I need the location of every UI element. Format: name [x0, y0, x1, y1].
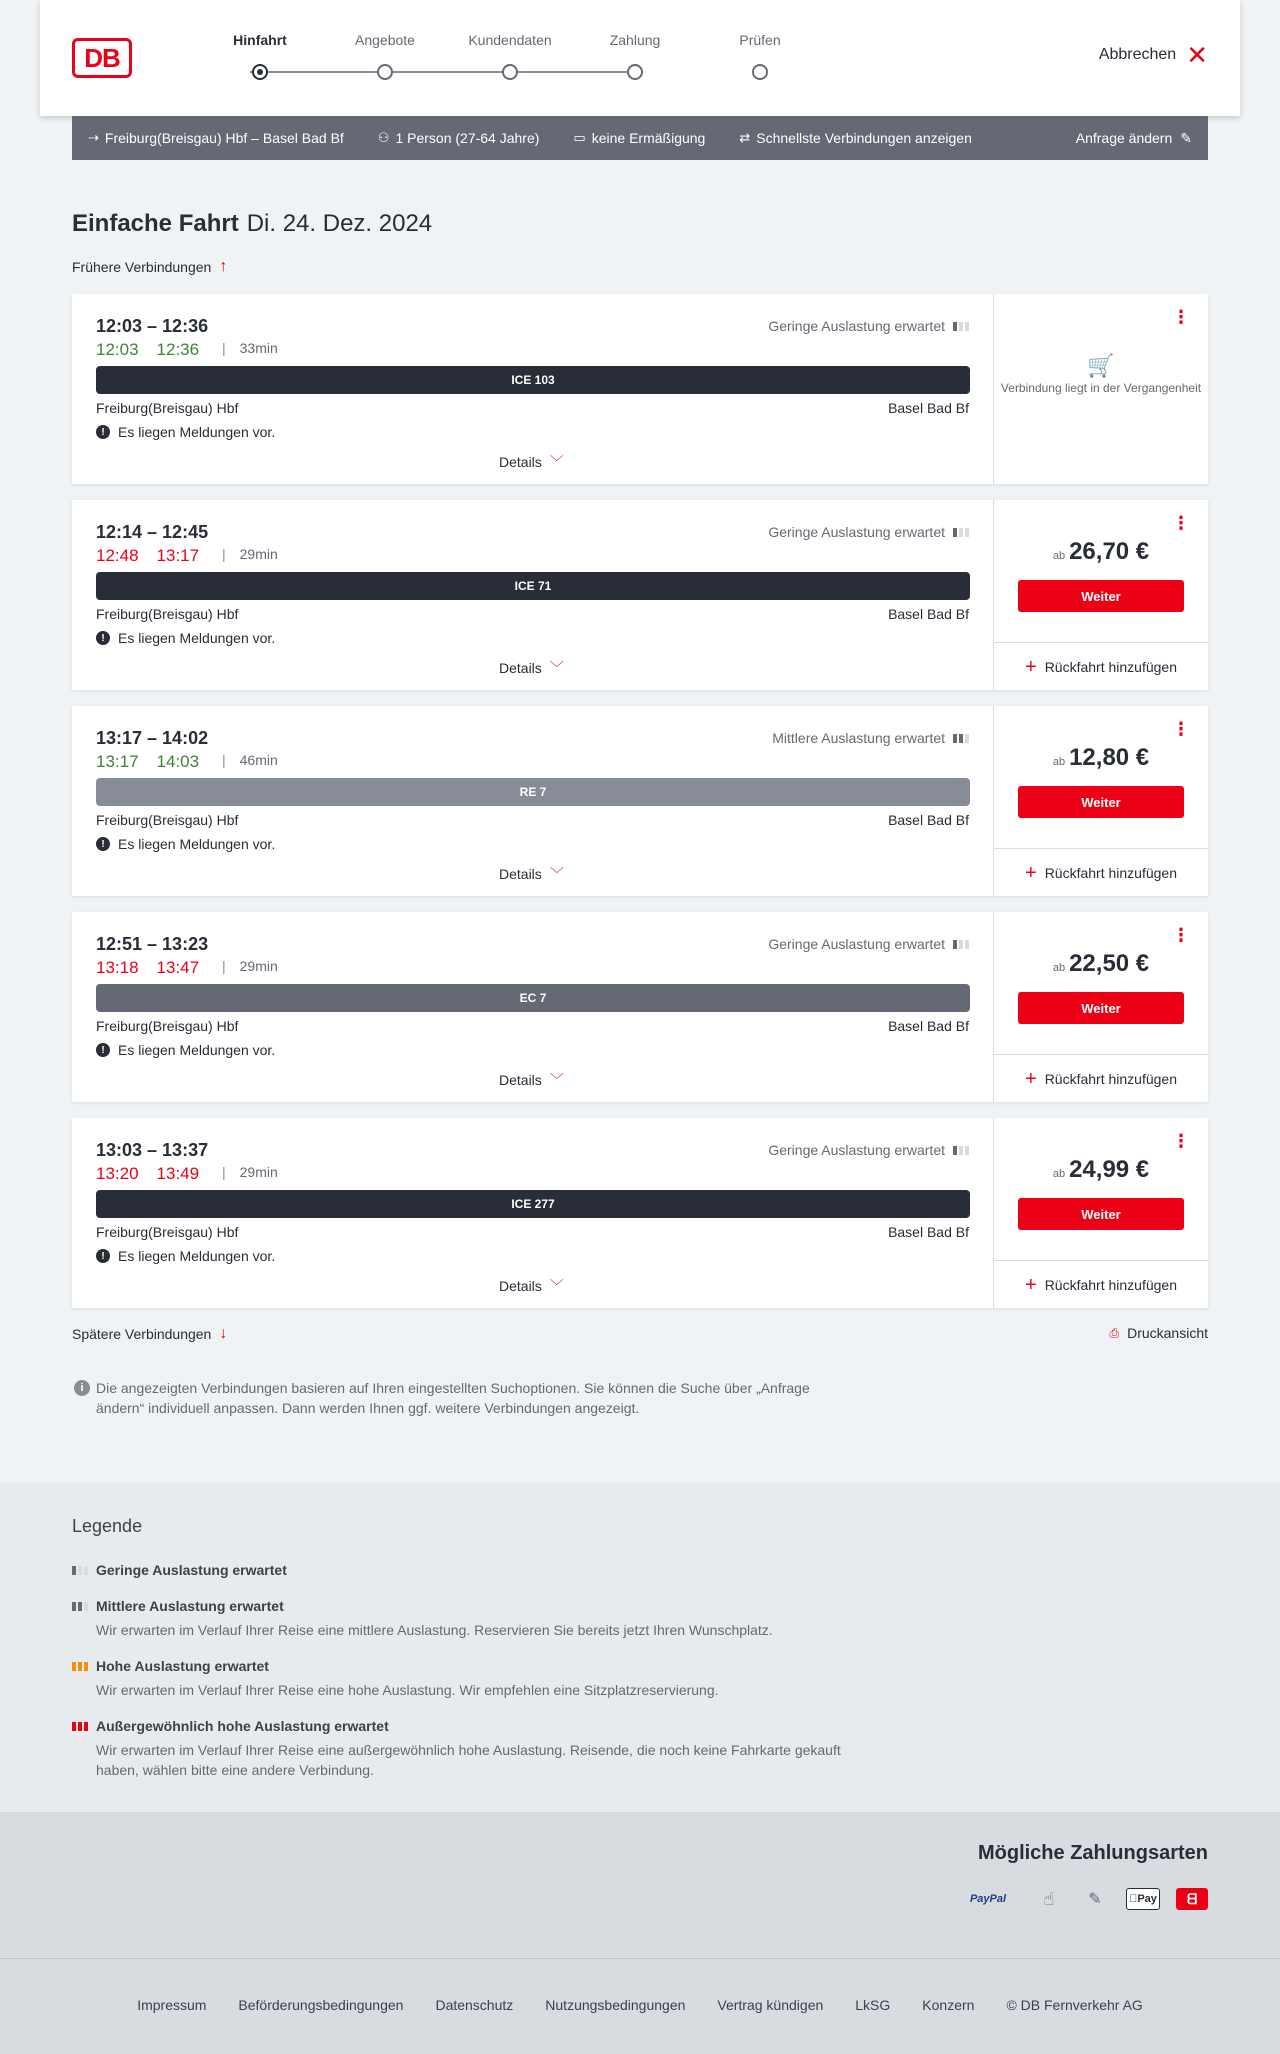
legend-section [0, 1482, 1280, 1812]
footer-link-vertrag-kuendigen[interactable]: Vertrag kündigen [717, 1997, 824, 2013]
occupancy-info [772, 730, 969, 746]
occupancy-icon [953, 322, 969, 331]
step-label: Prüfen [739, 32, 781, 48]
add-return-button[interactable] [994, 642, 1208, 690]
step-hinfahrt [210, 32, 310, 48]
price-prefix: ab [1052, 550, 1066, 562]
offer-panel [994, 294, 1208, 484]
details-label: Details [499, 660, 542, 676]
details-toggle[interactable] [499, 864, 564, 884]
step-angebote [335, 32, 435, 48]
later-connections-link[interactable] [72, 1325, 227, 1343]
legend-item-title: Mittlere Auslastung erwartet [96, 1598, 284, 1614]
footer-copyright: © DB Fernverkehr AG [1006, 1997, 1143, 2013]
db-card-icon: ᗺ [1176, 1888, 1208, 1910]
connection-card [72, 500, 1208, 690]
occupancy-text: Geringe Auslastung erwartet [768, 1142, 945, 1158]
destination-station: Basel Bad Bf [888, 812, 969, 828]
connection-card [72, 294, 1208, 484]
footer-link-datenschutz[interactable]: Datenschutz [435, 1997, 514, 2013]
connection-info [72, 706, 994, 896]
offer-panel [994, 1118, 1208, 1308]
legend-title: Legende [72, 1516, 143, 1536]
realtime-arrival: 13:49 [156, 1164, 200, 1183]
legend-item-desc: Wir erwarten im Verlauf Ihrer Reise eine mittlere Auslastung. Reservieren Sie bereits jetzt Ihren Wunschplatz. [96, 1622, 773, 1638]
train-bar[interactable]: EC 7 [96, 984, 970, 1012]
price [994, 538, 1208, 566]
chevron-down-icon: ﹀ [549, 1278, 564, 1294]
option-text: Schnellste Verbindungen anzeigen [756, 130, 972, 146]
message-notice [96, 1042, 275, 1058]
more-options-icon[interactable]: ⋮ [1172, 925, 1190, 945]
cart-unavailable-icon: 🛒 [1087, 353, 1115, 378]
pencil-icon: ✎ [1180, 129, 1192, 146]
earlier-connections-link[interactable] [72, 258, 227, 276]
passengers-text: 1 Person (27-64 Jahre) [395, 130, 540, 146]
chevron-down-icon: ﹀ [549, 866, 564, 882]
plus-icon: + [1025, 655, 1037, 678]
realtime-times [96, 1164, 217, 1184]
sepa-icon: ✎ [1088, 1891, 1102, 1908]
step-label: Kundendaten [468, 32, 552, 48]
occupancy-info [768, 1142, 969, 1158]
details-toggle[interactable] [499, 1276, 564, 1296]
train-bar[interactable]: ICE 103 [96, 366, 970, 394]
occupancy-text: Mittlere Auslastung erwartet [772, 730, 945, 746]
footer-link-impressum[interactable]: Impressum [137, 1997, 207, 2013]
medium-occupancy-icon [72, 1602, 88, 1611]
route-text: Freiburg(Breisgau) Hbf – Basel Bad Bf [104, 130, 344, 146]
paypal-icon: PayPal [969, 1893, 1007, 1905]
payment-title: Mögliche Zahlungsarten [977, 1842, 1208, 1864]
more-options-icon[interactable]: ⋮ [1172, 719, 1190, 739]
continue-button[interactable]: Weiter [1018, 992, 1184, 1024]
query-passengers [378, 130, 540, 146]
continue-button[interactable]: Weiter [1018, 580, 1184, 612]
query-summary-bar [72, 116, 1208, 160]
occupancy-text: Geringe Auslastung erwartet [768, 318, 945, 334]
scheduled-times: 13:03 – 13:37 [96, 1140, 209, 1160]
page-title [72, 210, 432, 238]
destination-station: Basel Bad Bf [888, 1224, 969, 1240]
realtime-departure: 13:20 [96, 1164, 139, 1183]
close-icon: ✕ [1186, 40, 1208, 70]
connection-card [72, 912, 1208, 1102]
offer-panel [994, 500, 1208, 690]
occupancy-icon [953, 1146, 969, 1155]
search-info-note [74, 1378, 854, 1418]
step-dot [752, 64, 768, 80]
legend-item-high [72, 1658, 852, 1700]
connection-info [72, 912, 994, 1102]
step-label: Hinfahrt [233, 32, 287, 48]
duration: | 29min [222, 1164, 278, 1180]
occupancy-text: Geringe Auslastung erwartet [768, 524, 945, 540]
past-connection-notice [994, 353, 1208, 396]
legend-item-medium [72, 1598, 852, 1640]
destination-station: Basel Bad Bf [888, 606, 969, 622]
train-bar[interactable]: ICE 277 [96, 1190, 970, 1218]
duration: | 46min [222, 752, 278, 768]
destination-station: Basel Bad Bf [888, 400, 969, 416]
step-pruefen [710, 32, 810, 48]
arrow-down-icon: ↓ [219, 1325, 228, 1342]
continue-button[interactable]: Weiter [1018, 786, 1184, 818]
arrow-right-icon: ⇢ [88, 130, 99, 145]
offer-panel [994, 912, 1208, 1102]
trip-date: Di. 24. Dez. 2024 [246, 210, 433, 237]
footer-links [0, 1997, 1280, 2013]
train-bar[interactable]: RE 7 [96, 778, 970, 806]
footer [0, 1958, 1280, 2054]
occupancy-icon [953, 940, 969, 949]
alert-icon: ! [96, 631, 110, 645]
trip-type: Einfache Fahrt [72, 210, 239, 237]
offer-panel [994, 706, 1208, 896]
train-bar[interactable]: ICE 71 [96, 572, 970, 600]
duration: | 29min [222, 958, 278, 974]
very-high-occupancy-icon [72, 1722, 88, 1731]
details-label: Details [499, 1072, 542, 1088]
price [994, 1156, 1208, 1184]
details-label: Details [499, 866, 542, 882]
occupancy-icon [953, 528, 969, 537]
legend-item-desc: Wir erwarten im Verlauf Ihrer Reise eine außergewöhnlich hohe Auslastung. Reisende, die noch keine Fahrkarte gekauft haben, wählen bitte eine andere Verbindung. [96, 1742, 841, 1778]
card-icon: ▭ [573, 130, 586, 145]
legend-item-title: Geringe Auslastung erwartet [96, 1562, 287, 1578]
alert-icon: ! [96, 1043, 110, 1057]
return-label: Rückfahrt hinzufügen [1044, 1070, 1177, 1087]
message-text: Es liegen Meldungen vor. [118, 630, 276, 646]
chevron-down-icon: ﹀ [549, 454, 564, 470]
high-occupancy-icon [72, 1662, 88, 1671]
details-toggle[interactable] [499, 658, 564, 678]
price-amount: 24,99 € [1069, 1156, 1150, 1183]
return-label: Rückfahrt hinzufügen [1044, 1276, 1177, 1293]
discount-text: keine Ermäßigung [591, 130, 706, 146]
change-request-button[interactable] [1076, 130, 1192, 147]
plus-icon: + [1025, 1067, 1037, 1090]
realtime-arrival: 14:03 [156, 752, 200, 771]
occupancy-text: Geringe Auslastung erwartet [768, 936, 945, 952]
details-label: Details [499, 454, 542, 470]
query-option [739, 130, 972, 146]
realtime-departure: 12:03 [96, 340, 139, 359]
add-return-button[interactable] [994, 1054, 1208, 1102]
chevron-down-icon: ﹀ [549, 660, 564, 676]
step-dot [377, 64, 393, 80]
more-options-icon[interactable]: ⋮ [1172, 307, 1190, 327]
message-text: Es liegen Meldungen vor. [118, 1248, 276, 1264]
occupancy-info [768, 936, 969, 952]
scheduled-times: 12:14 – 12:45 [96, 522, 209, 542]
realtime-times [96, 752, 217, 772]
message-notice [96, 1248, 275, 1264]
progress-line [250, 71, 630, 73]
cancel-label: Abbrechen [1098, 46, 1177, 63]
step-label: Angebote [355, 32, 415, 48]
step-dot [252, 64, 268, 80]
footer-link-konzern[interactable]: Konzern [922, 1997, 975, 2013]
alert-icon: ! [96, 425, 110, 439]
duration: | 29min [222, 546, 278, 562]
footer-link-lksg[interactable]: LkSG [855, 1997, 891, 2013]
message-notice [96, 424, 275, 440]
header [40, 0, 1240, 116]
connection-info [72, 1118, 994, 1308]
info-icon: i [74, 1380, 90, 1396]
price-amount: 26,70 € [1069, 538, 1150, 565]
progress-steps [210, 32, 781, 92]
origin-station: Freiburg(Breisgau) Hbf [96, 1018, 239, 1034]
price-prefix: ab [1052, 962, 1066, 974]
legend-item-title: Außergewöhnlich hohe Auslastung erwartet [96, 1718, 389, 1734]
occupancy-info [768, 318, 969, 334]
alert-icon: ! [96, 1249, 110, 1263]
price-amount: 22,50 € [1069, 950, 1150, 977]
change-label: Anfrage ändern [1075, 130, 1173, 146]
realtime-departure: 13:18 [96, 958, 139, 977]
connection-card [72, 1118, 1208, 1308]
applepay-label: Pay [1133, 1893, 1153, 1905]
past-text: Verbindung liegt in der Vergangenheit [1000, 381, 1202, 395]
later-label: Spätere Verbindungen [72, 1326, 212, 1342]
print-label: Druckansicht [1127, 1325, 1208, 1341]
price [994, 744, 1208, 772]
connection-card [72, 706, 1208, 896]
continue-button[interactable]: Weiter [1018, 1198, 1184, 1230]
step-dot [502, 64, 518, 80]
origin-station: Freiburg(Breisgau) Hbf [96, 606, 239, 622]
add-return-button[interactable] [994, 848, 1208, 896]
earlier-label: Frühere Verbindungen [72, 259, 212, 275]
chevron-down-icon: ﹀ [549, 1072, 564, 1088]
step-dot [627, 64, 643, 80]
applepay-icon [1126, 1888, 1160, 1910]
destination-station: Basel Bad Bf [888, 1018, 969, 1034]
price [994, 950, 1208, 978]
db-logo[interactable]: DB [72, 38, 132, 78]
legend-item-title: Hohe Auslastung erwartet [96, 1658, 269, 1674]
cancel-button[interactable] [1098, 40, 1208, 70]
connection-info [72, 294, 994, 484]
footer-link-nutzungsbedingungen[interactable]: Nutzungsbedingungen [545, 1997, 686, 2013]
direct-debit-icon: ☝ [1043, 1888, 1055, 1909]
legend-item-desc: Wir erwarten im Verlauf Ihrer Reise eine hohe Auslastung. Wir empfehlen eine Sitzplatzreservierung. [96, 1682, 719, 1698]
realtime-departure: 12:48 [96, 546, 139, 565]
apple-logo-icon [1129, 1893, 1137, 1905]
price-prefix: ab [1052, 1168, 1066, 1180]
connection-info [72, 500, 994, 690]
message-text: Es liegen Meldungen vor. [118, 424, 276, 440]
step-label: Zahlung [609, 32, 661, 48]
query-route [88, 130, 344, 146]
printer-icon: ⎙ [1109, 1325, 1120, 1340]
details-toggle[interactable] [499, 1070, 564, 1090]
step-zahlung [585, 32, 685, 48]
footer-link-befoerderungsbedingungen[interactable]: Beförderungsbedingungen [238, 1997, 404, 2013]
legend-item-low [72, 1562, 852, 1578]
connection-times [96, 316, 278, 356]
more-options-icon[interactable]: ⋮ [1172, 1131, 1190, 1151]
realtime-arrival: 13:17 [156, 546, 200, 565]
payment-icons [958, 1888, 1208, 1910]
price-amount: 12,80 € [1069, 744, 1150, 771]
scheduled-times: 12:51 – 13:23 [96, 934, 209, 954]
origin-station: Freiburg(Breisgau) Hbf [96, 1224, 239, 1240]
details-label: Details [499, 1278, 542, 1294]
more-options-icon[interactable]: ⋮ [1172, 513, 1190, 533]
realtime-times [96, 340, 217, 360]
duration: | 33min [222, 340, 278, 356]
arrow-up-icon: ↑ [219, 258, 228, 275]
message-text: Es liegen Meldungen vor. [118, 836, 276, 852]
return-label: Rückfahrt hinzufügen [1044, 864, 1177, 881]
note-text: Die angezeigten Verbindungen basieren auf Ihren eingestellten Suchoptionen. Sie können die Suche über „Anfrage ändern“ individuell anpassen. Dann werden Ihnen ggf. weitere Verbindungen angezeigt. [96, 1380, 810, 1416]
occupancy-icon [953, 734, 969, 743]
origin-station: Freiburg(Breisgau) Hbf [96, 400, 239, 416]
realtime-times [96, 546, 217, 566]
message-notice [96, 836, 275, 852]
realtime-times [96, 958, 217, 978]
realtime-arrival: 12:36 [156, 340, 200, 359]
message-text: Es liegen Meldungen vor. [118, 1042, 276, 1058]
scheduled-times: 12:03 – 12:36 [96, 316, 209, 336]
price-prefix: ab [1052, 756, 1066, 768]
step-kundendaten [460, 32, 560, 48]
scheduled-times: 13:17 – 14:02 [96, 728, 209, 748]
print-view-link[interactable] [1109, 1325, 1208, 1341]
plus-icon: + [1025, 861, 1037, 884]
origin-station: Freiburg(Breisgau) Hbf [96, 812, 239, 828]
occupancy-info [768, 524, 969, 540]
low-occupancy-icon [72, 1566, 88, 1575]
details-toggle[interactable] [499, 452, 564, 472]
payment-methods-section [0, 1812, 1280, 1958]
person-icon: ⚇ [377, 130, 390, 145]
realtime-departure: 13:17 [96, 752, 139, 771]
legend-item-very-high [72, 1718, 852, 1780]
filter-icon: ⇄ [739, 130, 751, 145]
message-notice [96, 630, 275, 646]
add-return-button[interactable] [994, 1260, 1208, 1308]
realtime-arrival: 13:47 [156, 958, 200, 977]
query-discount [573, 130, 705, 146]
return-label: Rückfahrt hinzufügen [1044, 658, 1177, 675]
alert-icon: ! [96, 837, 110, 851]
plus-icon: + [1025, 1273, 1037, 1296]
